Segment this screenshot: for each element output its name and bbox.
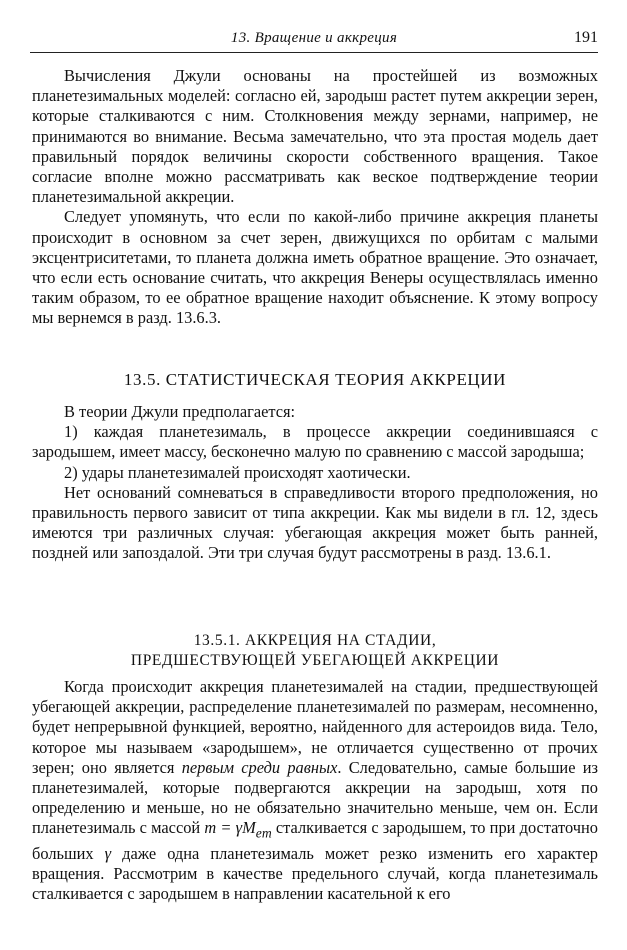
- text-emphasis: первым среди равных: [181, 757, 338, 777]
- formula-subscript: em: [255, 825, 272, 841]
- text-run-d: даже одна планетезималь может резко изменить его характер вращения. Рассмотрим в качестве предельного случай, когда планетезималь сталкивается с зародышем в направлении касательной к его: [32, 843, 599, 904]
- subsection-heading-13-5-1: [32, 631, 598, 671]
- running-head-title: 13. Вращение и аккреция: [230, 30, 398, 46]
- formula-mass: m = γM: [204, 818, 256, 838]
- paragraph-assumptions-intro: В теории Джули предполагается:: [64, 402, 296, 421]
- subsection-heading-line-2: ПРЕДШЕСТВУЮЩЕЙ УБЕГАЮЩЕЙ АККРЕЦИИ: [130, 652, 500, 669]
- formula-gamma: γ: [104, 843, 112, 863]
- paragraph-joule-calculations: Вычисления Джули основаны на простейшей из возможных планетезимальных моделей: согласно ей, зародыш растет путем аккреции зерен, которые сталкиваются с ним. Столкновения между зернами, например, не принимаются во внимание. Весьма замечательно, что эта простая модель дает правильный порядок величины скорости собственного вращения. Такое согласие вполне можно рассматривать как веское подтверждение теории планетезимальной аккреции.: [32, 66, 598, 207]
- running-head: [30, 28, 598, 53]
- paragraph-three-cases: Нет оснований сомневаться в справедливости второго предположения, но правильность первого зависит от типа аккреции. Как мы видели в гл. 12, здесь имеются три различных случая: убегающая аккреция может быть ранней, поздней или запоздалой. Эти три случая будут рассмотрены в разд. 13.6.1.: [32, 482, 598, 563]
- section-heading-13-5: 13.5. СТАТИСТИЧЕСКАЯ ТЕОРИЯ АККРЕЦИИ: [123, 370, 507, 389]
- text-run-b: . Следовательно, самые большие из планетезималей, которые подвергаются аккреции на зародыш, хотя по определению и меньше, но не обязательно значительно меньше, чем он. Если планетезималь с массой: [32, 757, 598, 838]
- text-run-c: сталкивается с зародышем, то при достаточно больших: [32, 818, 598, 863]
- paragraph-pre-runaway-accretion: [32, 677, 598, 905]
- paragraph-assumption-2: 2) удары планетезималей происходят хаотически.: [64, 462, 411, 482]
- subsection-heading-line-1: 13.5.1. АККРЕЦИЯ НА СТАДИИ,: [193, 632, 437, 649]
- intro-text-block: [32, 66, 598, 329]
- section-text-block: [32, 402, 598, 564]
- page-number: 191: [574, 29, 598, 46]
- paragraph-assumption-1: 1) каждая планетезималь, в процессе аккреции соединившаяся с зародышем, имеет массу, бесконечно малую по сравнению с массой зародыша;: [32, 422, 598, 462]
- paragraph-retrograde-rotation: Следует упомянуть, что если по какой-либо причине аккреция планеты происходит в основном за счет зерен, движущихся по орбитам с малыми эксцентриситетами, то планета должна иметь обратное вращение. Это означает, что если есть основание считать, что аккреция Венеры осуществлялась именно таким образом, то ее обратное вращение находит объяснение. К этому вопросу мы вернемся в разд. 13.6.3.: [32, 207, 598, 328]
- text-run-a: Когда происходит аккреция планетезималей на стадии, предшествующей убегающей аккреции, распределение планетезималей по размерам, несомненно, будет непрерывной функцией, вероятно, найденного для астероидов вида. Тело, которое мы называем «зародышем», не отличается существенно от прочих зерен; оно является: [32, 677, 598, 777]
- subsection-text-block: [32, 677, 598, 905]
